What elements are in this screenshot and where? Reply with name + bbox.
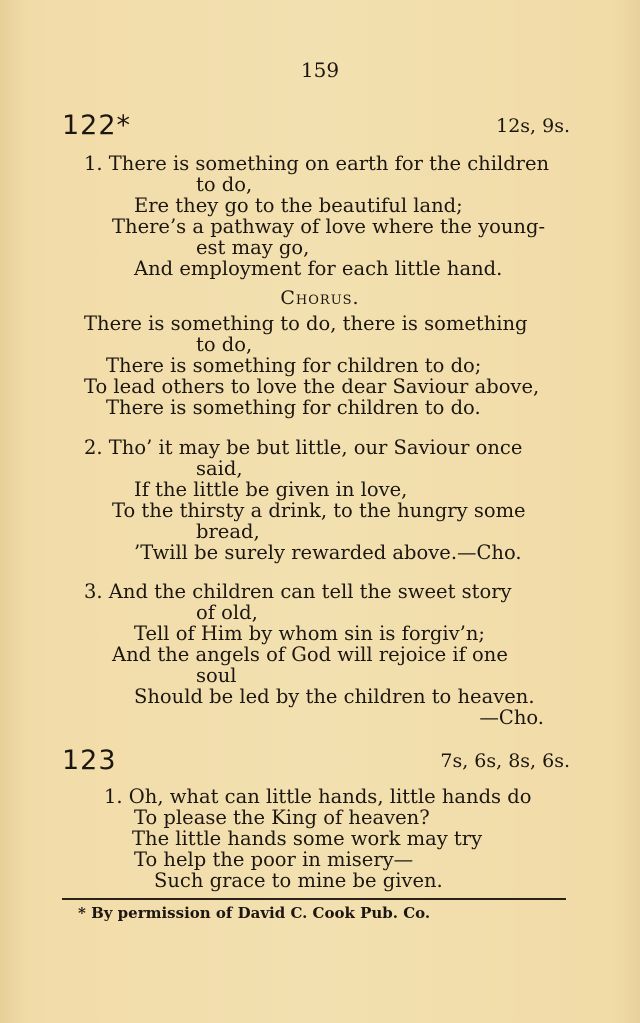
verse-line: Tell of Him by whom sin is forgiv’n; [134,622,485,645]
verse-line: est may go, [196,236,310,259]
verse-line: 1. There is something on earth for the children [84,152,550,175]
chorus-line: There is something for children to do. [106,396,481,419]
verse-line: And employment for each little hand. [134,257,503,280]
verse-line: If the little be given in love, [134,478,408,501]
verse-line: 1. Oh, what can little hands, little hands do [104,785,532,808]
chorus-heading: Chorus. [280,287,360,309]
verse-line: 3. And the children can tell the sweet story [84,580,512,603]
verse-line: To please the King of heaven? [134,806,430,829]
chorus-line: To lead others to love the dear Saviour above, [84,375,540,398]
verse-line: Such grace to mine be given. [154,869,443,892]
hymn-meter: 12s, 9s. [496,115,570,137]
chorus-line: to do, [196,333,253,356]
verse-line: 2. Tho’ it may be but little, our Saviour once [84,436,523,459]
verse-line: To help the poor in misery— [134,848,414,871]
verse-line: Should be led by the children to heaven. [134,685,535,708]
chorus-line: There is something to do, there is something [84,312,528,335]
verse-line: To the thirsty a drink, to the hungry some [112,499,526,522]
verse-line: The little hands some work may try [132,827,483,850]
hymn-meter: 7s, 6s, 8s, 6s. [440,750,570,772]
verse-line: to do, [196,173,253,196]
verse-line: And the angels of God will rejoice if one [112,643,508,666]
chorus-line: There is something for children to do; [106,354,482,377]
verse-line: There’s a pathway of love where the young- [112,215,546,238]
verse-line: Ere they go to the beautiful land; [134,194,463,217]
hymn-number: 122* [62,110,132,141]
verse-line: of old, [196,601,258,624]
footnote: * By permission of David C. Cook Pub. Co. [78,904,431,922]
footnote-rule [62,898,566,900]
verse-line: said, [196,457,243,480]
chorus-reference: —Cho. [479,706,544,729]
page-number: 159 [300,58,340,82]
hymn-number: 123 [62,745,117,776]
verse-line: ’Twill be surely rewarded above.—Cho. [134,541,522,564]
verse-line: soul [196,664,237,687]
verse-line: bread, [196,520,260,543]
